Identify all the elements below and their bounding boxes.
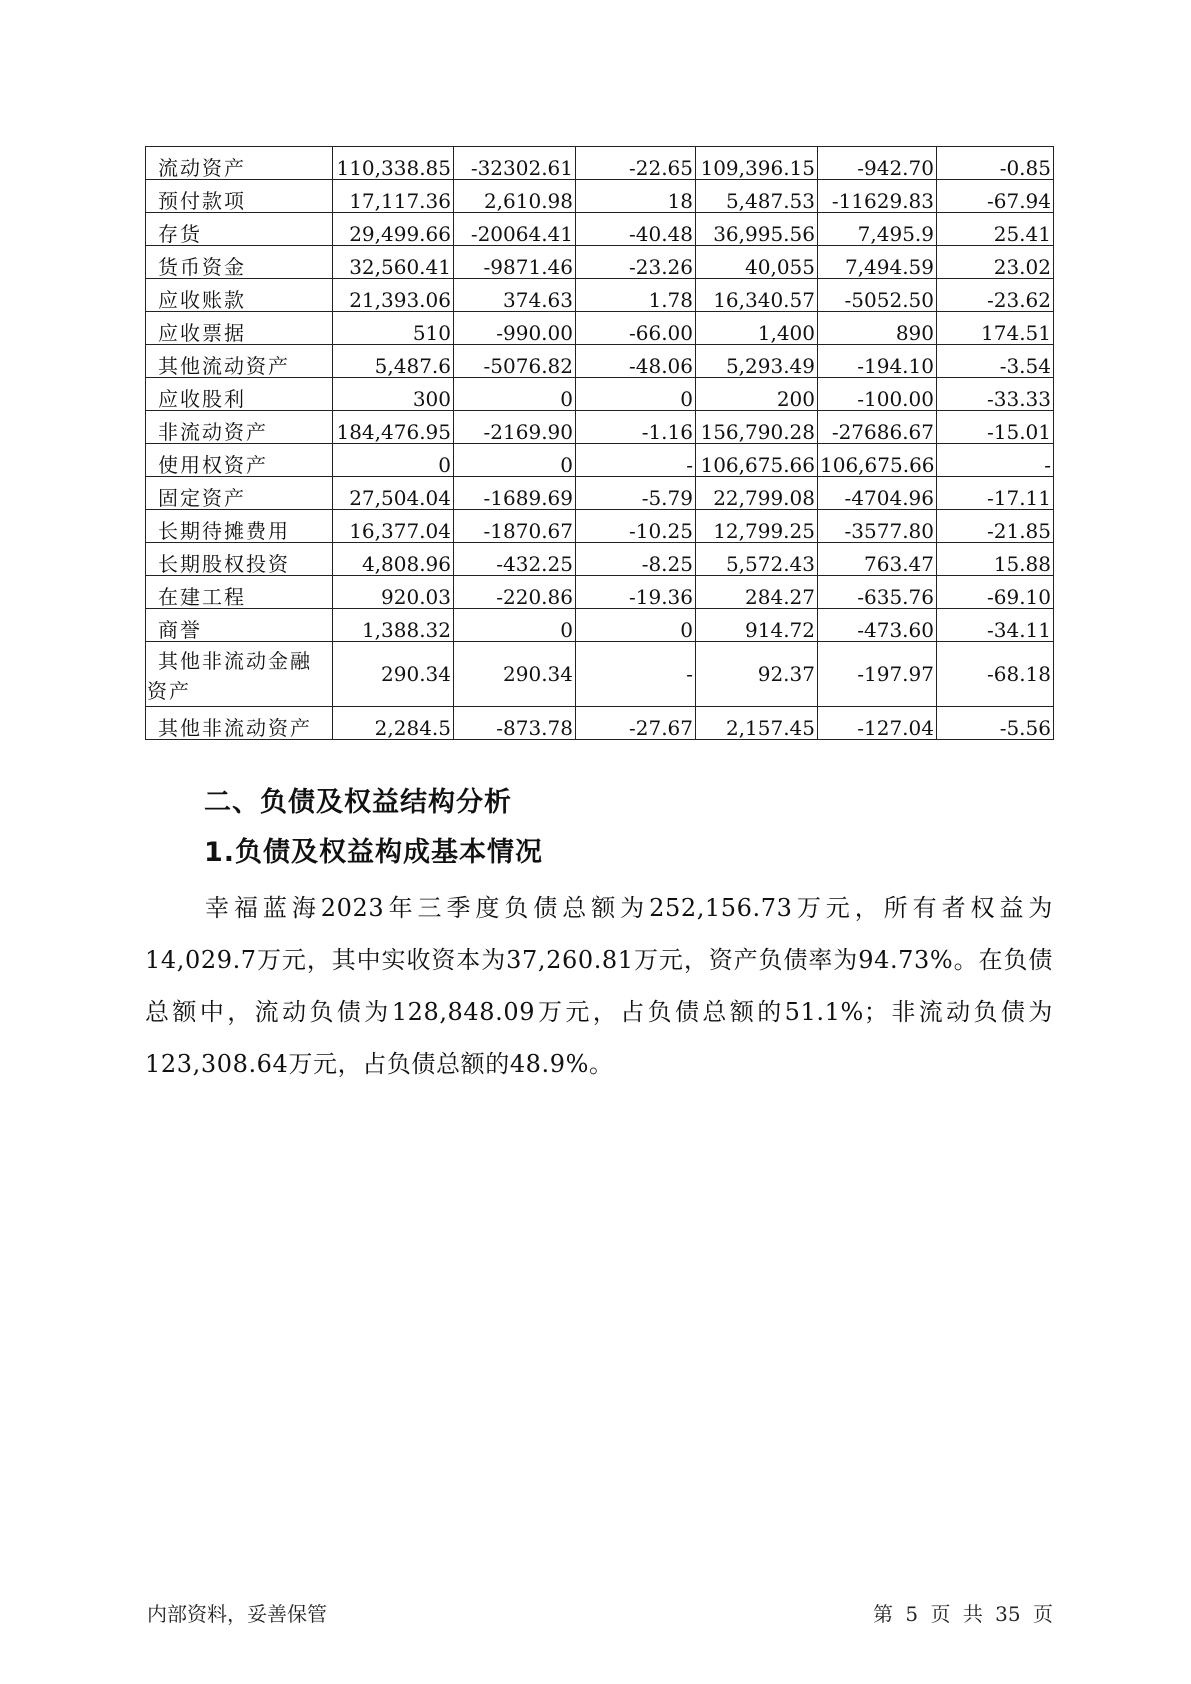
cell-value: 23.02 (937, 246, 1054, 279)
cell-value: -873.78 (454, 707, 576, 740)
cell-value: 7,495.9 (818, 213, 937, 246)
cell-value: 22,799.08 (696, 477, 818, 510)
row-label: 预付款项 (146, 180, 333, 213)
cell-value: -19.36 (576, 576, 696, 609)
cell-value: -1689.69 (454, 477, 576, 510)
table-row (146, 411, 1054, 444)
cell-value: 21,393.06 (333, 279, 454, 312)
cell-value: -67.94 (937, 180, 1054, 213)
cell-value: 890 (818, 312, 937, 345)
table-row (146, 378, 1054, 411)
cell-value: 12,799.25 (696, 510, 818, 543)
asset-table (145, 146, 1054, 740)
cell-value: 0 (454, 609, 576, 642)
table-row (146, 345, 1054, 378)
row-label: 非流动资产 (146, 411, 333, 444)
cell-value: 27,504.04 (333, 477, 454, 510)
cell-value: 174.51 (937, 312, 1054, 345)
cell-value: 290.34 (454, 642, 576, 707)
cell-value: 25.41 (937, 213, 1054, 246)
cell-value: 1,400 (696, 312, 818, 345)
cell-value: 5,572.43 (696, 543, 818, 576)
cell-value: - (576, 444, 696, 477)
row-label: 应收账款 (146, 279, 333, 312)
row-label: 货币资金 (146, 246, 333, 279)
cell-value: 914.72 (696, 609, 818, 642)
footer-page-number: 第 5 页 共 35 页 (873, 1602, 1053, 1626)
cell-value: 36,995.56 (696, 213, 818, 246)
cell-value: -66.00 (576, 312, 696, 345)
row-label: 固定资产 (146, 477, 333, 510)
cell-value: 290.34 (333, 642, 454, 707)
cell-value: -473.60 (818, 609, 937, 642)
cell-value: -23.62 (937, 279, 1054, 312)
cell-value: -40.48 (576, 213, 696, 246)
cell-value: -32302.61 (454, 147, 576, 180)
footer-confidential-note: 内部资料，妥善保管 (147, 1602, 327, 1626)
table-row (146, 576, 1054, 609)
row-label: 在建工程 (146, 576, 333, 609)
row-label: 其他非流动资产 (146, 707, 333, 740)
cell-value: -21.85 (937, 510, 1054, 543)
cell-value: -4704.96 (818, 477, 937, 510)
cell-value: 29,499.66 (333, 213, 454, 246)
cell-value: -990.00 (454, 312, 576, 345)
row-label: 使用权资产 (146, 444, 333, 477)
table-row (146, 312, 1054, 345)
cell-value: -34.11 (937, 609, 1054, 642)
table-row (146, 180, 1054, 213)
cell-value: -15.01 (937, 411, 1054, 444)
table-row (146, 444, 1054, 477)
cell-value: -8.25 (576, 543, 696, 576)
table-row (146, 543, 1054, 576)
cell-value: -69.10 (937, 576, 1054, 609)
cell-value: 18 (576, 180, 696, 213)
row-label: 其他流动资产 (146, 345, 333, 378)
cell-value: -27686.67 (818, 411, 937, 444)
cell-value: -23.26 (576, 246, 696, 279)
row-label: 应收股利 (146, 378, 333, 411)
table-row (146, 279, 1054, 312)
cell-value: -3577.80 (818, 510, 937, 543)
cell-value: -220.86 (454, 576, 576, 609)
cell-value: 5,487.6 (333, 345, 454, 378)
cell-value: -5052.50 (818, 279, 937, 312)
cell-value: 2,157.45 (696, 707, 818, 740)
cell-value: 200 (696, 378, 818, 411)
cell-value: - (937, 444, 1054, 477)
cell-value: 92.37 (696, 642, 818, 707)
cell-value: 5,487.53 (696, 180, 818, 213)
cell-value: -1.16 (576, 411, 696, 444)
cell-value: -1870.67 (454, 510, 576, 543)
table-row (146, 609, 1054, 642)
table-row (146, 147, 1054, 180)
section-heading: 二、负债及权益结构分析 (204, 787, 512, 818)
cell-value: 17,117.36 (333, 180, 454, 213)
cell-value: 106,675.66 (696, 444, 818, 477)
cell-value: 32,560.41 (333, 246, 454, 279)
cell-value: -5.79 (576, 477, 696, 510)
cell-value: -33.33 (937, 378, 1054, 411)
cell-value: 15.88 (937, 543, 1054, 576)
cell-value: -194.10 (818, 345, 937, 378)
cell-value: -197.97 (818, 642, 937, 707)
cell-value: 0 (333, 444, 454, 477)
cell-value: 184,476.95 (333, 411, 454, 444)
row-label: 应收票据 (146, 312, 333, 345)
cell-value: 374.63 (454, 279, 576, 312)
cell-value: 16,340.57 (696, 279, 818, 312)
cell-value: - (576, 642, 696, 707)
cell-value: 0 (454, 444, 576, 477)
cell-value: -48.06 (576, 345, 696, 378)
cell-value: -22.65 (576, 147, 696, 180)
cell-value: 2,284.5 (333, 707, 454, 740)
cell-value: 300 (333, 378, 454, 411)
cell-value: -68.18 (937, 642, 1054, 707)
cell-value: 0 (454, 378, 576, 411)
cell-value: 0 (576, 378, 696, 411)
cell-value: -635.76 (818, 576, 937, 609)
cell-value: 284.27 (696, 576, 818, 609)
cell-value: 40,055 (696, 246, 818, 279)
table-row (146, 477, 1054, 510)
cell-value: 7,494.59 (818, 246, 937, 279)
cell-value: 0 (576, 609, 696, 642)
row-label: 长期待摊费用 (146, 510, 333, 543)
cell-value: -27.67 (576, 707, 696, 740)
cell-value: -127.04 (818, 707, 937, 740)
cell-value: -11629.83 (818, 180, 937, 213)
table-row (146, 510, 1054, 543)
cell-value: -942.70 (818, 147, 937, 180)
cell-value: -0.85 (937, 147, 1054, 180)
cell-value: -9871.46 (454, 246, 576, 279)
cell-value: 109,396.15 (696, 147, 818, 180)
cell-value: 110,338.85 (333, 147, 454, 180)
cell-value: 106,675.66 (818, 444, 937, 477)
cell-value: -5.56 (937, 707, 1054, 740)
table-row (146, 213, 1054, 246)
body-paragraph: 幸福蓝海2023年三季度负债总额为252,156.73万元，所有者权益为14,029.7万元，其中实收资本为37,260.81万元，资产负债率为94.73%。在负债总额中，流动负债为128,848.09万元，占负债总额的51.1%；非流动负债为123,308.64万元，占负债总额的48.9%。 (145, 894, 1053, 1078)
table-row (146, 246, 1054, 279)
row-label: 其他非流动金融资产 (146, 642, 333, 707)
cell-value: -20064.41 (454, 213, 576, 246)
cell-value: -2169.90 (454, 411, 576, 444)
row-label: 长期股权投资 (146, 543, 333, 576)
cell-value: 156,790.28 (696, 411, 818, 444)
cell-value: 510 (333, 312, 454, 345)
table-row (146, 707, 1054, 740)
cell-value: -10.25 (576, 510, 696, 543)
cell-value: 1,388.32 (333, 609, 454, 642)
cell-value: 4,808.96 (333, 543, 454, 576)
cell-value: -432.25 (454, 543, 576, 576)
cell-value: -5076.82 (454, 345, 576, 378)
cell-value: 16,377.04 (333, 510, 454, 543)
cell-value: -100.00 (818, 378, 937, 411)
cell-value: 920.03 (333, 576, 454, 609)
cell-value: -17.11 (937, 477, 1054, 510)
cell-value: 2,610.98 (454, 180, 576, 213)
cell-value: 5,293.49 (696, 345, 818, 378)
row-label: 商誉 (146, 609, 333, 642)
cell-value: 1.78 (576, 279, 696, 312)
table-row (146, 642, 1054, 707)
row-label: 流动资产 (146, 147, 333, 180)
section-subheading: 1.负债及权益构成基本情况 (204, 837, 544, 868)
cell-value: -3.54 (937, 345, 1054, 378)
row-label: 存货 (146, 213, 333, 246)
cell-value: 763.47 (818, 543, 937, 576)
